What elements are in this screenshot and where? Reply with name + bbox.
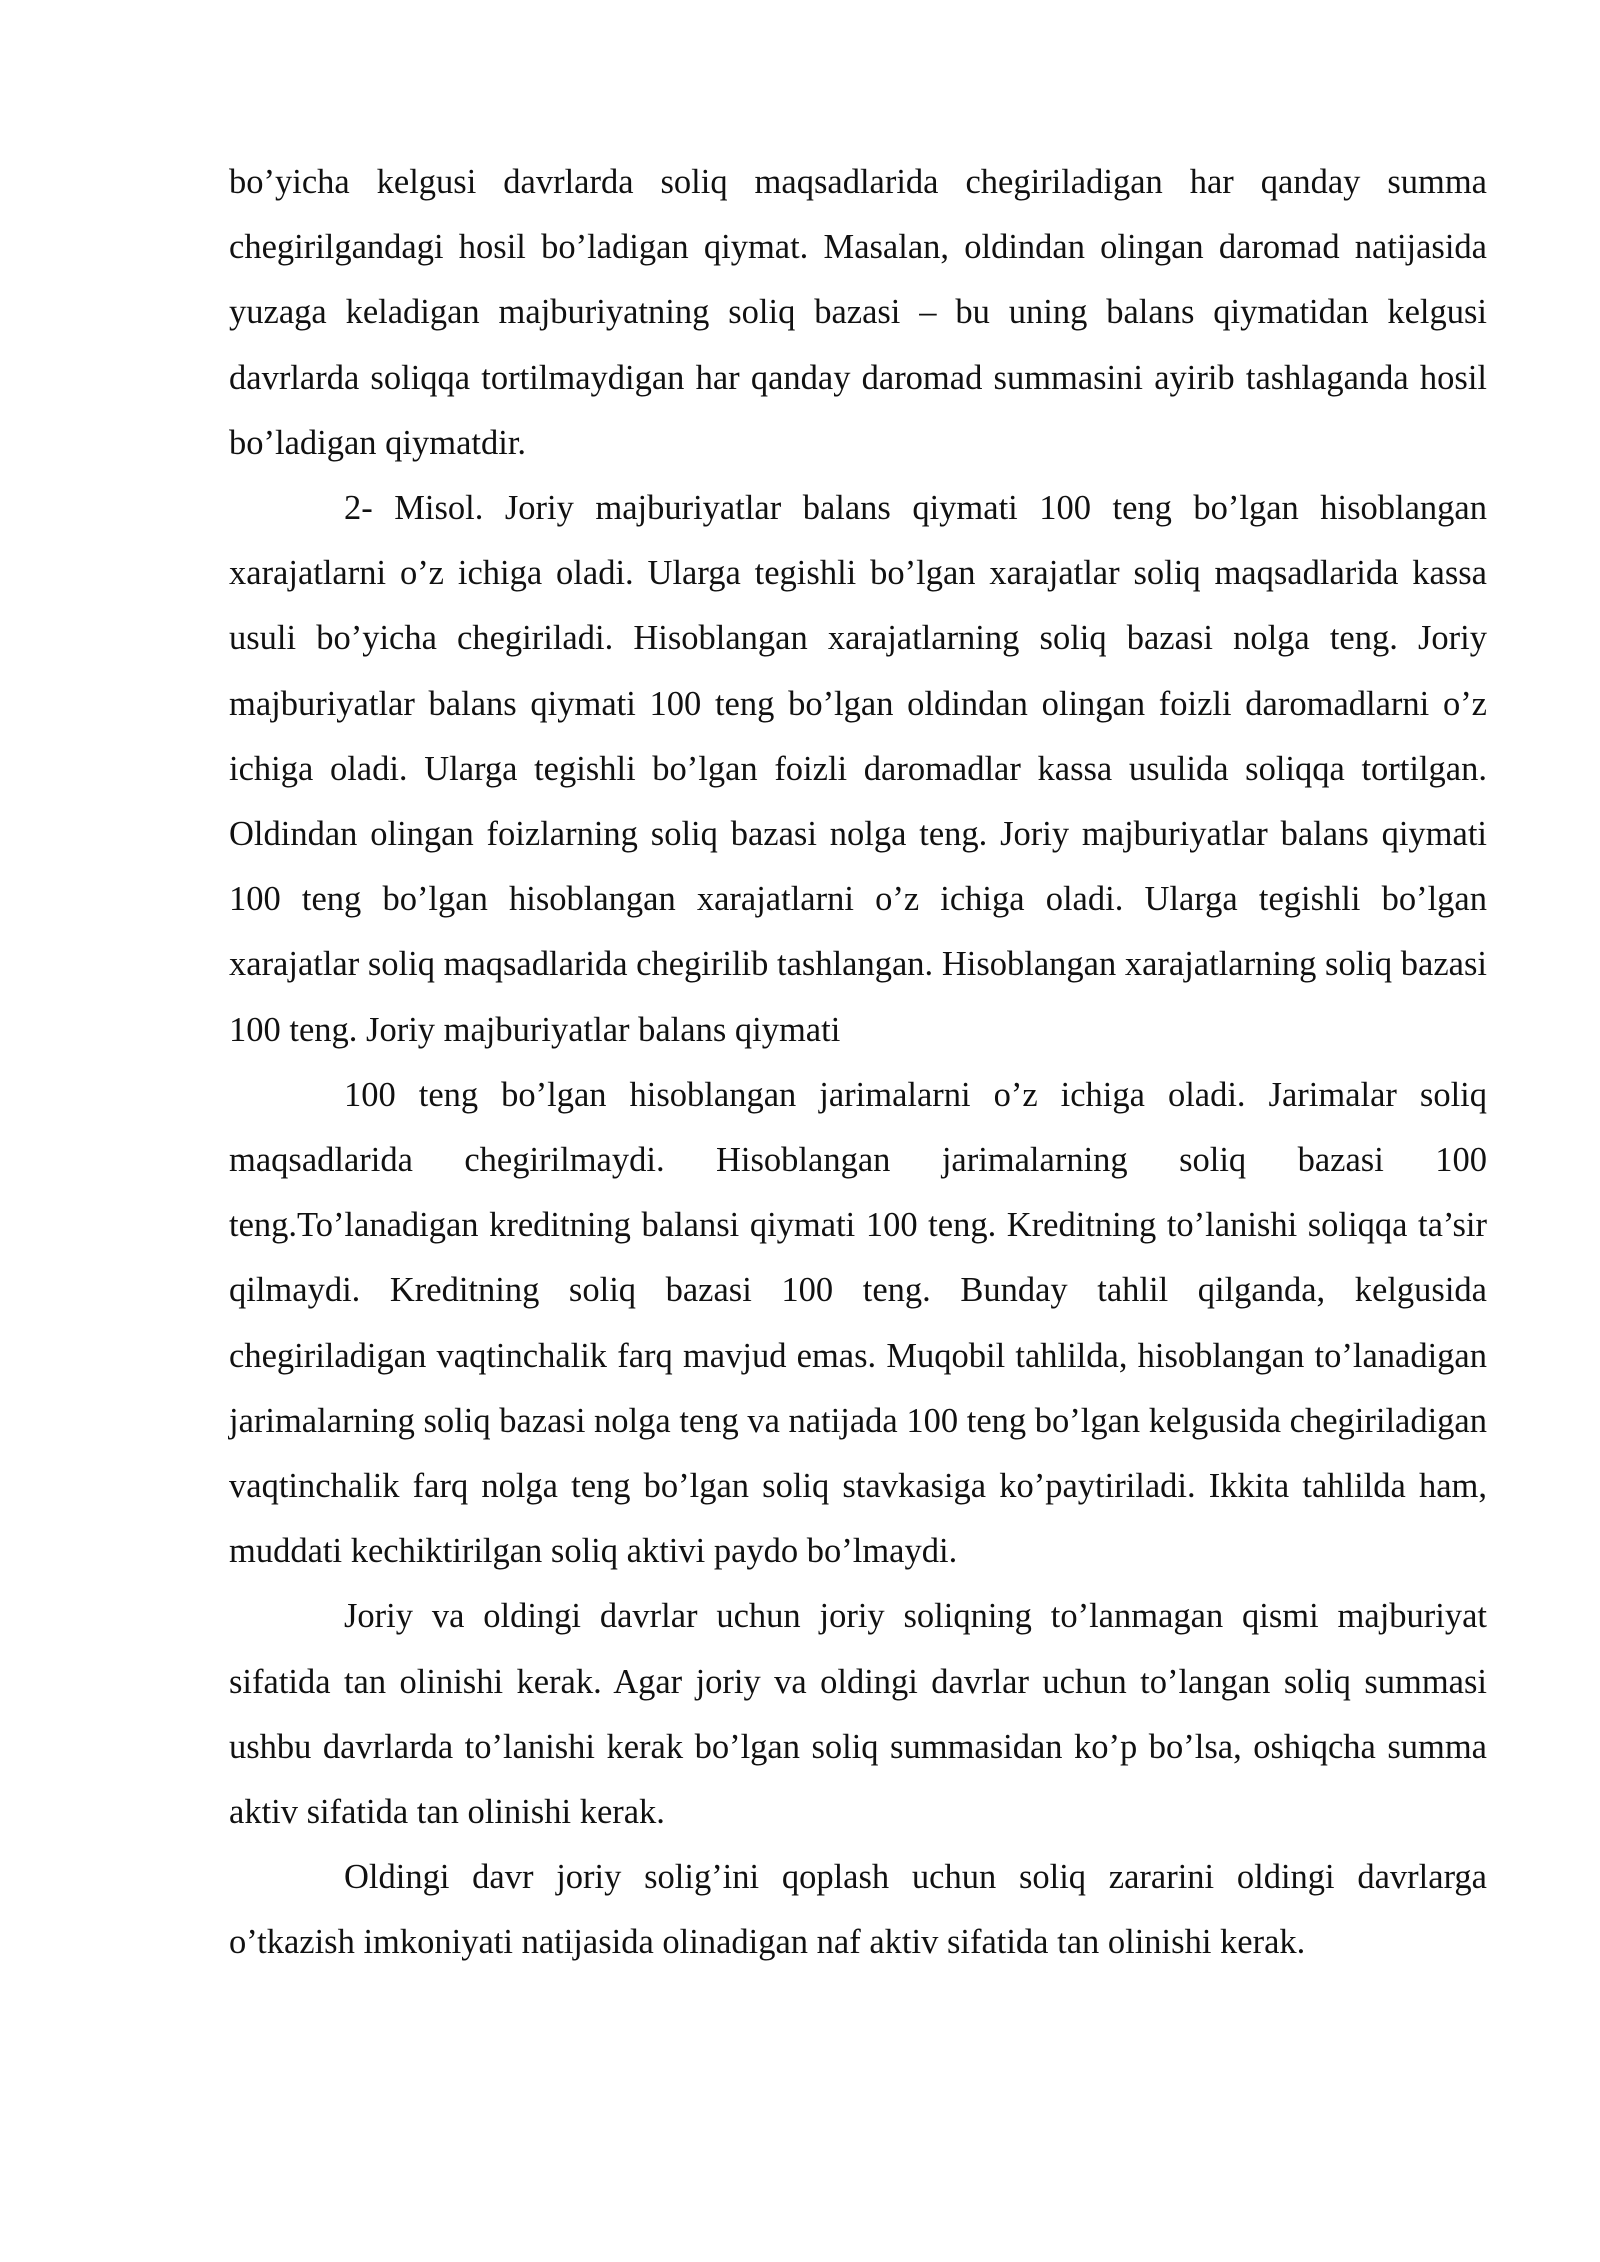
paragraph-tax-loss: Oldingi davr joriy solig’ini qoplash uchun soliq zararini oldingi davrlarga o’tkazish imkoniyati natijasida olinadigan naf aktiv sifatida tan olinishi kerak.: [229, 1858, 1487, 1962]
paragraph-fines: 100 teng bo’lgan hisoblangan jarimalarni o’z ichiga oladi. Jarimalar soliq maqsadlarida chegirilmaydi. Hisoblangan jarimalarning soliq bazasi 100 teng.To’lanadigan kreditning balansi qiymati 100 teng. Kreditning to’lanishi soliqqa ta’sir qilmaydi. Kreditning soliq bazasi 100 teng. Bunday tahlil qilganda, kelgusida chegiriladigan vaqtinchalik farq mavjud emas. Muqobil tahlilda, hisoblangan to’lanadigan jarimalarning soliq bazasi nolga teng va natijada 100 teng bo’lgan kelgusida chegiriladigan vaqtinchalik farq nolga teng bo’lgan soliq stavkasiga ko’paytiriladi. Ikkita tahlilda ham, muddati kechiktirilgan soliq aktivi paydo bo’lmaydi.: [229, 1075, 1487, 1571]
paragraph-current-tax: Joriy va oldingi davrlar uchun joriy soliqning to’lanmagan qismi majburiyat sifatida tan olinishi kerak. Agar joriy va oldingi davrlar uchun to’langan soliq summasi ushbu davrlarda to’lanishi kerak bo’lgan soliq summasidan ko’p bo’lsa, oshiqcha summa aktiv sifatida tan olinishi kerak.: [229, 1597, 1487, 1832]
document-page: [229, 150, 1487, 1976]
paragraph-example-2: 2- Misol. Joriy majburiyatlar balans qiymati 100 teng bo’lgan hisoblangan xarajatlarni o’z ichiga oladi. Ularga tegishli bo’lgan xarajatlar soliq maqsadlarida kassa usuli bo’yicha chegiriladi. Hisoblangan xarajatlarning soliq bazasi nolga teng. Joriy majburiyatlar balans qiymati 100 teng bo’lgan oldindan olingan foizli daromadlarni o’z ichiga oladi. Ularga tegishli bo’lgan foizli daromadlar kassa usulida soliqqa tortilgan. Oldindan olingan foizlarning soliq bazasi nolga teng. Joriy majburiyatlar balans qiymati 100 teng bo’lgan hisoblangan xarajatlarni o’z ichiga oladi. Ularga tegishli bo’lgan xarajatlar soliq maqsadlarida chegirilib tashlangan. Hisoblangan xarajatlarning soliq bazasi 100 teng. Joriy majburiyatlar balans qiymati: [229, 489, 1487, 1049]
paragraph-continuation: bo’yicha kelgusi davrlarda soliq maqsadlarida chegiriladigan har qanday summa chegirilgandagi hosil bo’ladigan qiymat. Masalan, oldindan olingan daromad natijasida yuzaga keladigan majburiyatning soliq bazasi – bu uning balans qiymatidan kelgusi davrlarda soliqqa tortilmaydigan har qanday daromad summasini ayirib tashlaganda hosil bo’ladigan qiymatdir.: [229, 163, 1487, 462]
